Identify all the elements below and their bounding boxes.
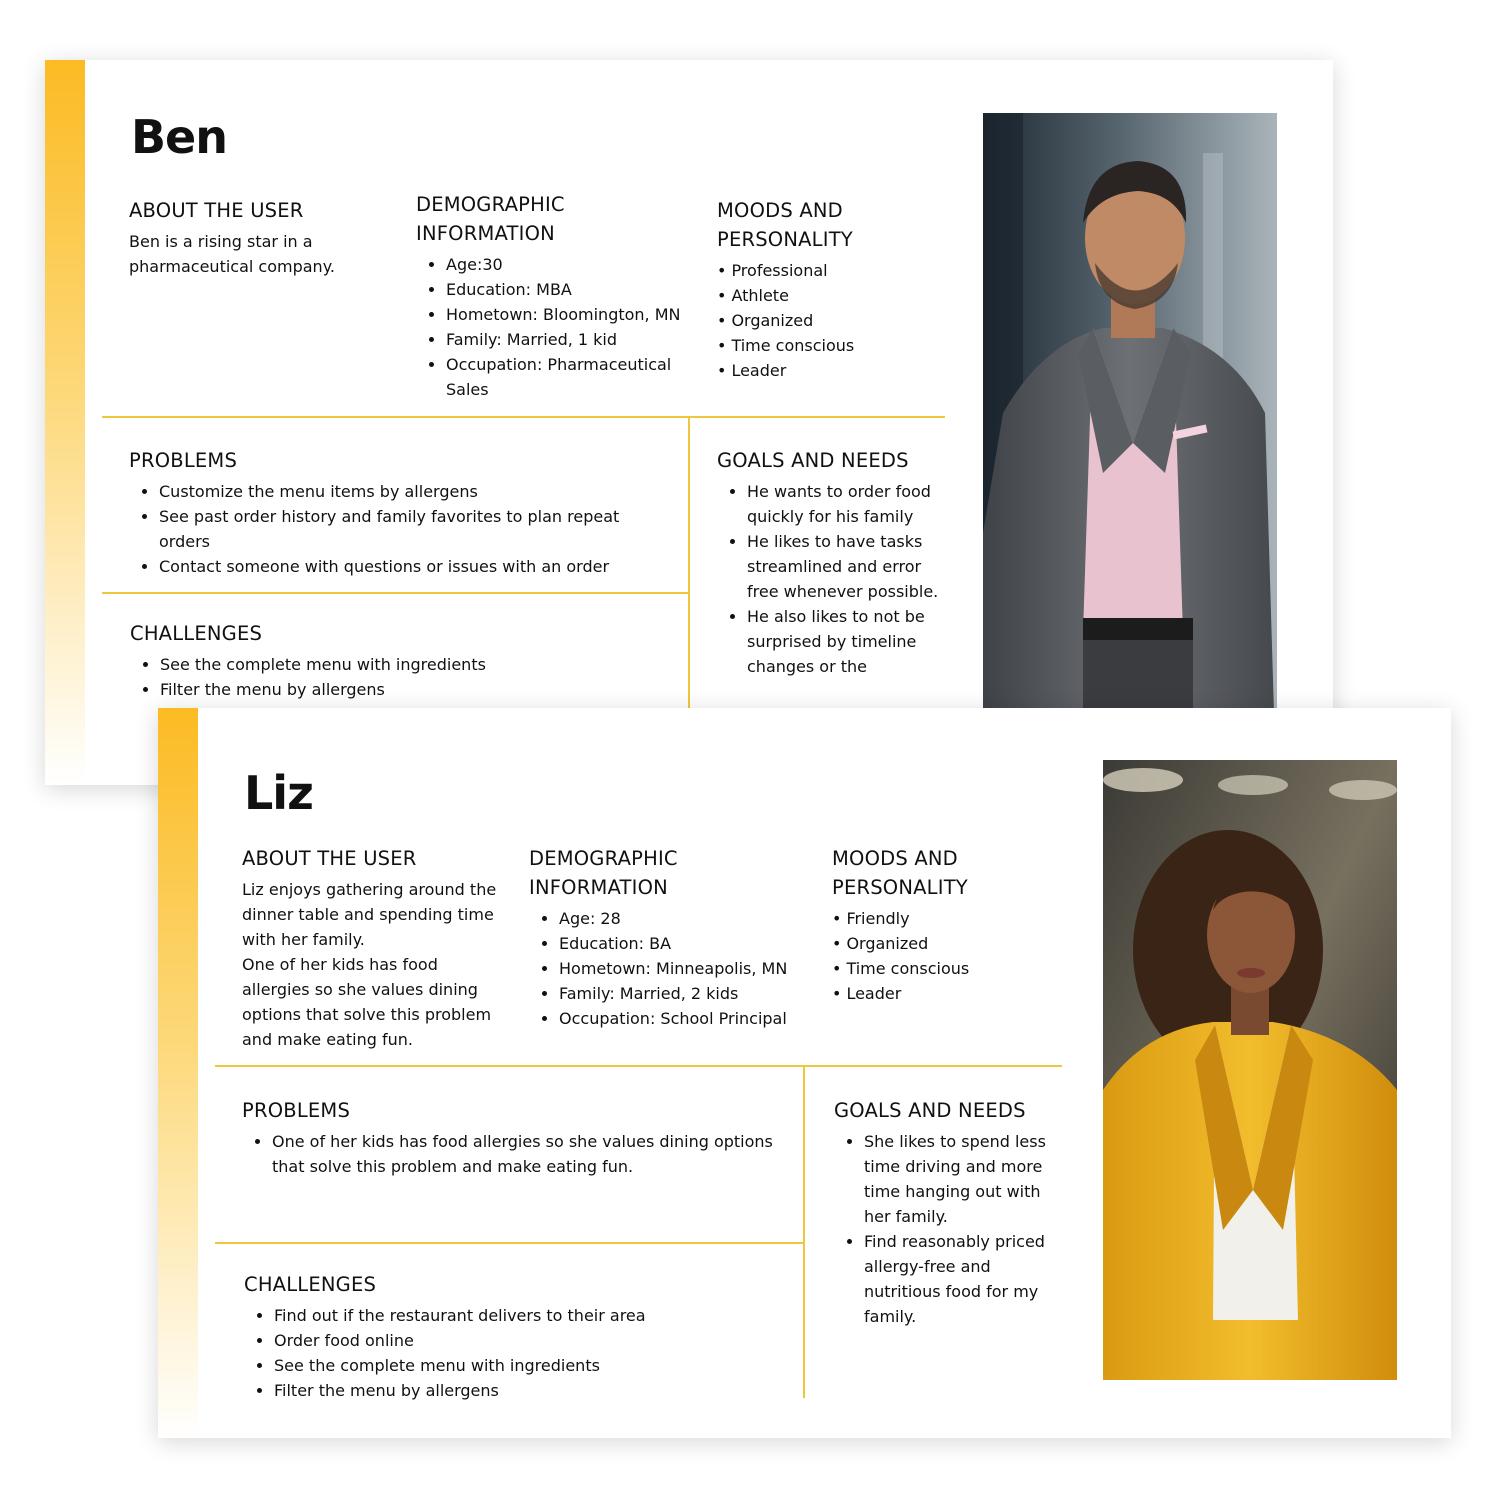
goals-heading: GOALS AND NEEDS <box>717 449 909 472</box>
list-item: • Leader <box>832 981 1062 1006</box>
divider <box>215 1065 1062 1067</box>
list-item: • Friendly <box>832 906 1062 931</box>
divider <box>803 1066 805 1398</box>
list-item: • Occupation: Pharmaceutical Sales <box>446 352 691 402</box>
list-item: • Find reasonably priced allergy-free and nutritious food for my family. <box>864 1229 1064 1329</box>
demographic-list <box>529 906 809 1031</box>
list-item: • Contact someone with questions or issues with an order <box>159 554 674 579</box>
persona-card-liz <box>158 708 1451 1438</box>
problems-heading: PROBLEMS <box>129 449 238 472</box>
list-item: • Filter the menu by allergens <box>160 677 675 702</box>
divider <box>215 1242 804 1244</box>
list-item: • Order food online <box>274 1328 789 1353</box>
list-item: • Time conscious <box>717 333 947 358</box>
list-item: • Professional <box>717 258 947 283</box>
list-item: • He likes to have tasks streamlined and error free whenever possible. <box>747 529 947 604</box>
challenges-section <box>244 1270 789 1403</box>
list-item: • Leader <box>717 358 947 383</box>
demographic-heading: DEMOGRAPHIC INFORMATION <box>529 847 678 899</box>
moods-section <box>832 844 1062 1006</box>
problems-heading: PROBLEMS <box>242 1099 351 1122</box>
moods-list <box>832 906 1062 1006</box>
accent-bar <box>45 60 85 785</box>
demographic-section <box>529 844 809 1031</box>
list-item: • Hometown: Minneapolis, MN <box>559 956 809 981</box>
list-item: • She likes to spend less time driving and more time hanging out with her family. <box>864 1129 1064 1229</box>
demographic-section <box>416 190 691 402</box>
divider <box>102 416 945 418</box>
challenges-section <box>130 619 675 702</box>
problems-list <box>129 479 674 579</box>
goals-section <box>834 1096 1064 1329</box>
goals-list <box>834 1129 1064 1329</box>
persona-card-ben <box>45 60 1333 785</box>
moods-section <box>717 196 947 383</box>
persona-name: Ben <box>131 110 228 164</box>
list-item: • Education: MBA <box>446 277 691 302</box>
list-item: • Athlete <box>717 283 947 308</box>
moods-heading: MOODS AND PERSONALITY <box>717 199 853 251</box>
list-item: • Customize the menu items by allergens <box>159 479 674 504</box>
list-item: • Organized <box>717 308 947 333</box>
about-section <box>129 196 379 279</box>
demographic-heading: DEMOGRAPHIC INFORMATION <box>416 193 565 245</box>
persona-photo <box>983 113 1277 785</box>
about-text: One of her kids has food allergies so she values dining options that solve this problem and make eating fun. <box>242 955 492 1049</box>
problems-section <box>129 446 674 579</box>
persona-photo <box>1103 760 1397 1380</box>
challenges-list <box>244 1303 789 1403</box>
list-item: • Family: Married, 1 kid <box>446 327 691 352</box>
goals-list <box>717 479 947 679</box>
about-heading: ABOUT THE USER <box>129 199 304 222</box>
list-item: • Organized <box>832 931 1062 956</box>
moods-list <box>717 258 947 383</box>
list-item: • Time conscious <box>832 956 1062 981</box>
problems-list <box>242 1129 787 1179</box>
about-text: Liz enjoys gathering around the dinner table and spending time with her family. <box>242 880 497 949</box>
list-item: • See past order history and family favorites to plan repeat orders <box>159 504 674 554</box>
list-item: • He wants to order food quickly for his family <box>747 479 947 529</box>
list-item: • One of her kids has food allergies so she values dining options that solve this problem and make eating fun. <box>272 1129 787 1179</box>
about-heading: ABOUT THE USER <box>242 847 417 870</box>
list-item: • Age: 28 <box>559 906 809 931</box>
list-item: • Family: Married, 2 kids <box>559 981 809 1006</box>
moods-heading: MOODS AND PERSONALITY <box>832 847 968 899</box>
about-section <box>242 844 504 1052</box>
divider <box>102 592 689 594</box>
accent-bar <box>158 708 198 1438</box>
list-item: • Education: BA <box>559 931 809 956</box>
challenges-heading: CHALLENGES <box>244 1273 377 1296</box>
challenges-list <box>130 652 675 702</box>
list-item: • Find out if the restaurant delivers to their area <box>274 1303 789 1328</box>
list-item: • He also likes to not be surprised by timeline changes or the <box>747 604 947 679</box>
about-text: Ben is a rising star in a pharmaceutical company. <box>129 232 335 276</box>
man-in-suit-image <box>983 113 1277 785</box>
challenges-heading: CHALLENGES <box>130 622 263 645</box>
goals-section <box>717 446 947 679</box>
list-item: • See the complete menu with ingredients <box>160 652 675 677</box>
persona-name: Liz <box>244 766 313 820</box>
demographic-list <box>416 252 691 402</box>
list-item: • Hometown: Bloomington, MN <box>446 302 691 327</box>
woman-in-yellow-blazer-image <box>1103 760 1397 1380</box>
list-item: • Age:30 <box>446 252 691 277</box>
problems-section <box>242 1096 787 1179</box>
list-item: • Occupation: School Principal <box>559 1006 809 1031</box>
list-item: • See the complete menu with ingredients <box>274 1353 789 1378</box>
goals-heading: GOALS AND NEEDS <box>834 1099 1026 1122</box>
list-item: • Filter the menu by allergens <box>274 1378 789 1403</box>
